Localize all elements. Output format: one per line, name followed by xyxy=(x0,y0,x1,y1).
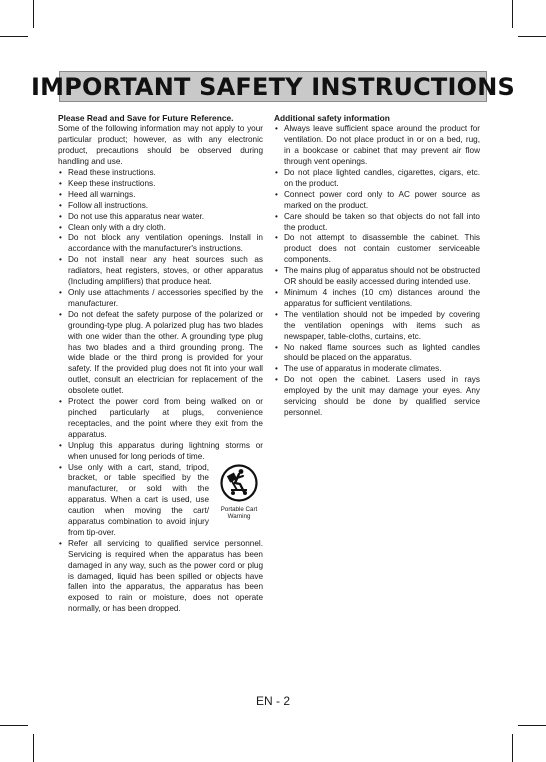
cart-item-text: Use only with a cart, stand, tripod, bracket, or table specified by the manufacturer, or sold with the apparatus. When a cart is used, use caution when moving the cart/ apparatus combination to avoid injury from tip-over. xyxy=(68,462,209,537)
list-item: • Clean only with a dry cloth. xyxy=(58,223,263,234)
left-column xyxy=(58,113,263,615)
list-item: • No naked flame sources such as lighted candles should be placed on the apparatus. xyxy=(274,343,480,365)
crop-mark xyxy=(512,734,513,762)
crop-mark xyxy=(518,725,546,726)
list-item: • Connect power cord only to AC power source as marked on the product. xyxy=(274,190,480,212)
crop-mark xyxy=(512,0,513,28)
cart-caption: • Portable Cart Warning xyxy=(220,505,258,520)
list-item: • Do not open the cabinet. Lasers used in rays employed by the unit may damage your eyes. Any servicing should be done by qualified service personnel. xyxy=(274,375,480,419)
list-item: • Only use attachments / accessories specified by the manufacturer. xyxy=(58,288,263,310)
additional-safety-list xyxy=(274,124,480,418)
crop-mark xyxy=(33,0,34,28)
list-item: • Follow all instructions. xyxy=(58,201,263,212)
right-column xyxy=(274,113,480,419)
right-heading: Additional safety information xyxy=(274,113,390,123)
list-item: • Do not defeat the safety purpose of the polarized or grounding-type plug. A polarized plug has two blades with one wider than the other. A grounding type plug has two blades and a third grounding prong. The wide blade or the third prong is provided for your safety. If the provided plug does not fit into your wall outlet, consult an electrician for replacement of the obsolete outlet. xyxy=(58,310,263,397)
list-item: • Always leave sufficient space around the product for ventilation. Do not place product in or on a bed, rug, in a bookcase or cabinet that may prevent air flow through vent openings. xyxy=(274,124,480,168)
crop-mark xyxy=(0,36,28,37)
page-number: EN - 2 xyxy=(255,694,290,708)
list-item: • Read these instructions. xyxy=(58,168,263,179)
list-item: • Protect the power cord from being walked on or pinched particularly at plugs, convenience receptacles, and the point where they exit from the apparatus. xyxy=(58,397,263,441)
crop-mark xyxy=(0,725,28,726)
list-item: • Heed all warnings. xyxy=(58,190,263,201)
list-item: • Care should be taken so that objects do not fall into the product. xyxy=(274,212,480,234)
list-item-cart xyxy=(58,463,263,539)
left-heading: Please Read and Save for Future Reference. xyxy=(58,113,234,123)
intro-paragraph: Some of the following information may not apply to your particular product; however, as with any electronic product, precautions should be observed during handling and use. xyxy=(58,124,263,167)
page-title: IMPORTANT SAFETY INSTRUCTIONS xyxy=(31,72,515,101)
crop-mark xyxy=(518,36,546,37)
list-item: • The mains plug of apparatus should not be obstructed OR should be easily accessed during intended use. xyxy=(274,266,480,288)
list-item: • Do not attempt to disassemble the cabinet. This product does not contain customer serviceable components. xyxy=(274,233,480,266)
list-item: • Minimum 4 inches (10 cm) distances around the apparatus for sufficient ventilations. xyxy=(274,288,480,310)
list-item: • Do not place lighted candles, cigarettes, cigars, etc. on the product. xyxy=(274,168,480,190)
portable-cart-warning-icon xyxy=(220,464,258,502)
list-item: • Do not install near any heat sources such as radiators, heat registers, stoves, or other apparatus (Including amplifiers) that produce heat. xyxy=(58,255,263,288)
list-item: • The use of apparatus in moderate climates. xyxy=(274,364,480,375)
list-item: • The ventilation should not be impeded by covering the ventilation openings with items such as newspaper, table-cloths, curtains, etc. xyxy=(274,310,480,343)
list-item: • Do not use this apparatus near water. xyxy=(58,212,263,223)
safety-list xyxy=(58,168,263,615)
list-item: • Keep these instructions. xyxy=(58,179,263,190)
crop-mark xyxy=(33,734,34,762)
cart-warning-figure xyxy=(215,464,263,521)
list-item: • Refer all servicing to qualified service personnel. Servicing is required when the apparatus has been damaged in any way, such as the power cord or plug is damaged, liquid has been spilled or objects have fallen into the apparatus, the apparatus has been exposed to rain or moisture, does not operate normally, or has been dropped. xyxy=(58,539,263,615)
title-banner xyxy=(31,71,515,102)
list-item: • Unplug this apparatus during lightning storms or when unused for long periods of time. xyxy=(58,441,263,463)
list-item: • Do not block any ventilation openings. Install in accordance with the manufacturer's instructions. xyxy=(58,233,263,255)
